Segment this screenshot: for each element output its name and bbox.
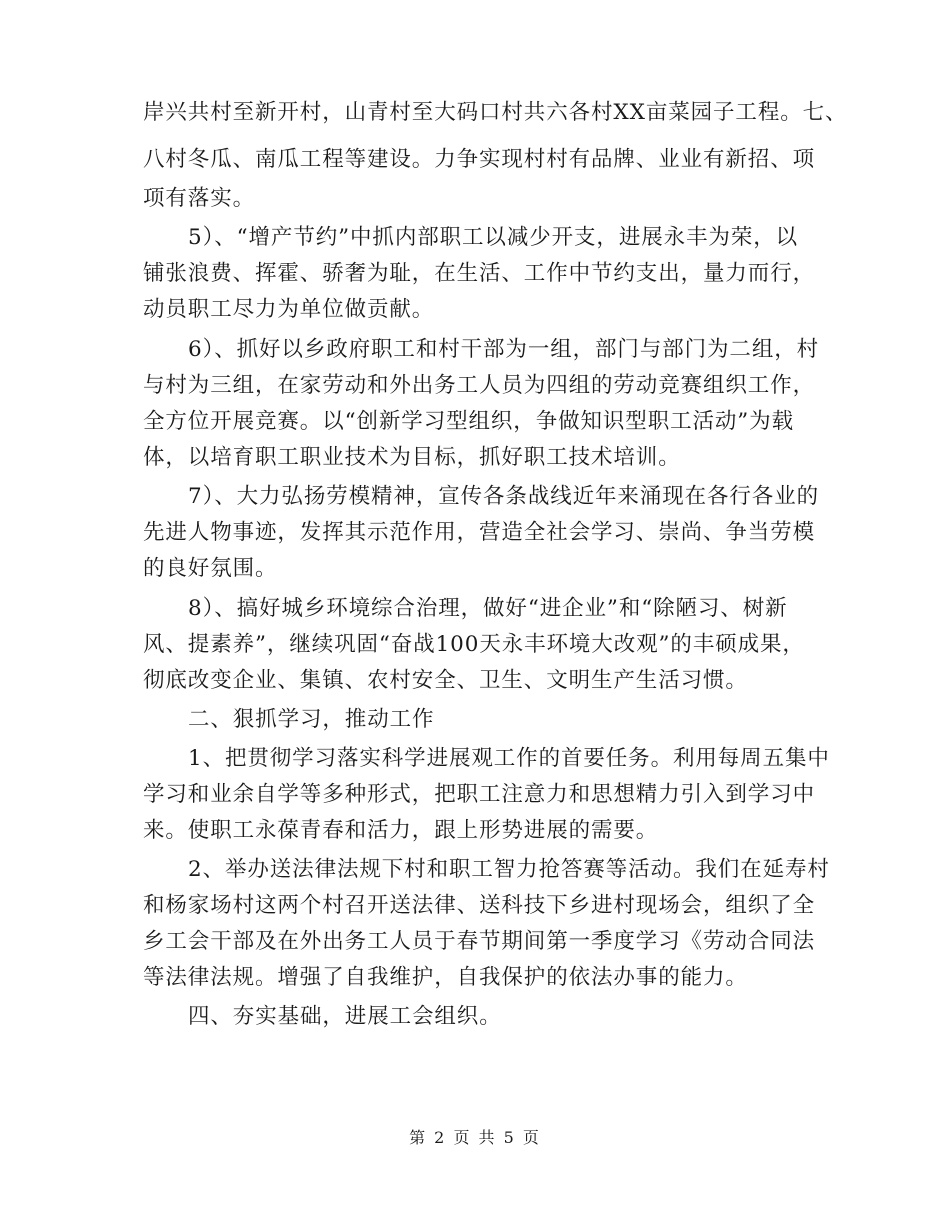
text-line: 1、把贯彻学习落实科学进展观工作的首要任务。利用每周五集中 xyxy=(188,746,830,771)
text-line: 来。使职工永葆青春和活力，跟上形势进展的需要。 xyxy=(143,818,659,843)
text-line: 的良好氛围。 xyxy=(143,556,278,581)
text-line: 岸兴共村至新开村，山青村至大码口村共六各村XX亩菜园子工程。七、 xyxy=(143,100,848,125)
text-line: 6）、抓好以乡政府职工和村干部为一组，部门与部门为二组，村 xyxy=(188,337,820,362)
text-line: 乡工会干部及在外出务工人员于春节期间第一季度学习《劳动合同法 xyxy=(143,929,816,954)
text-line: 动员职工尽力为单位做贡献。 xyxy=(143,297,435,322)
text-line: 与村为三组，在家劳动和外出务工人员为四组的劳动竞赛组织工作， xyxy=(143,373,816,398)
text-line: 体，以培育职工职业技术为目标，抓好职工技术培训。 xyxy=(143,445,681,470)
text-line: 等法律法规。增强了自我维护，自我保护的依法办事的能力。 xyxy=(143,965,748,990)
text-line: 铺张浪费、挥霍、骄奢为耻，在生活、工作中节约支出，量力而行， xyxy=(143,261,816,286)
text-line: 彻底改变企业、集镇、农村安全、卫生、文明生产生活习惯。 xyxy=(143,668,748,693)
section-heading: 二、狠抓学习，推动工作 xyxy=(188,707,435,732)
page-number-footer: 第 2 页 共 5 页 xyxy=(409,1128,541,1147)
text-line: 项有落实。 xyxy=(143,186,256,211)
text-line: 八村冬瓜、南瓜工程等建设。力争实现村村有品牌、业业有新招、项 xyxy=(143,147,816,172)
text-line: 7）、大力弘扬劳模精神，宣传各条战线近年来涌现在各行各业的 xyxy=(188,484,820,509)
section-heading: 四、夯实基础，进展工会组织。 xyxy=(188,1004,502,1029)
text-line: 2、举办送法律法规下村和职工智力抢答赛等活动。我们在延寿村 xyxy=(188,857,830,882)
text-line: 5）、“增产节约”中抓内部职工以减少开支，进展永丰为荣，以 xyxy=(188,225,799,250)
text-line: 先进人物事迹，发挥其示范作用，营造全社会学习、崇尚、争当劳模 xyxy=(143,520,816,545)
text-line: 全方位开展竞赛。以“创新学习型组织，争做知识型职工活动”为载 xyxy=(143,409,794,434)
text-line: 学习和业余自学等多种形式，把职工注意力和思想精力引入到学习中 xyxy=(143,782,816,807)
text-line: 风、提素养”，继续巩固“奋战100天永丰环境大改观”的丰硕成果， xyxy=(143,632,805,657)
text-line: 和杨家场村这两个村召开送法律、送科技下乡进村现场会，组织了全 xyxy=(143,893,816,918)
text-line: 8）、搞好城乡环境综合治理，做好“进企业”和“除陋习、树新 xyxy=(188,596,788,621)
